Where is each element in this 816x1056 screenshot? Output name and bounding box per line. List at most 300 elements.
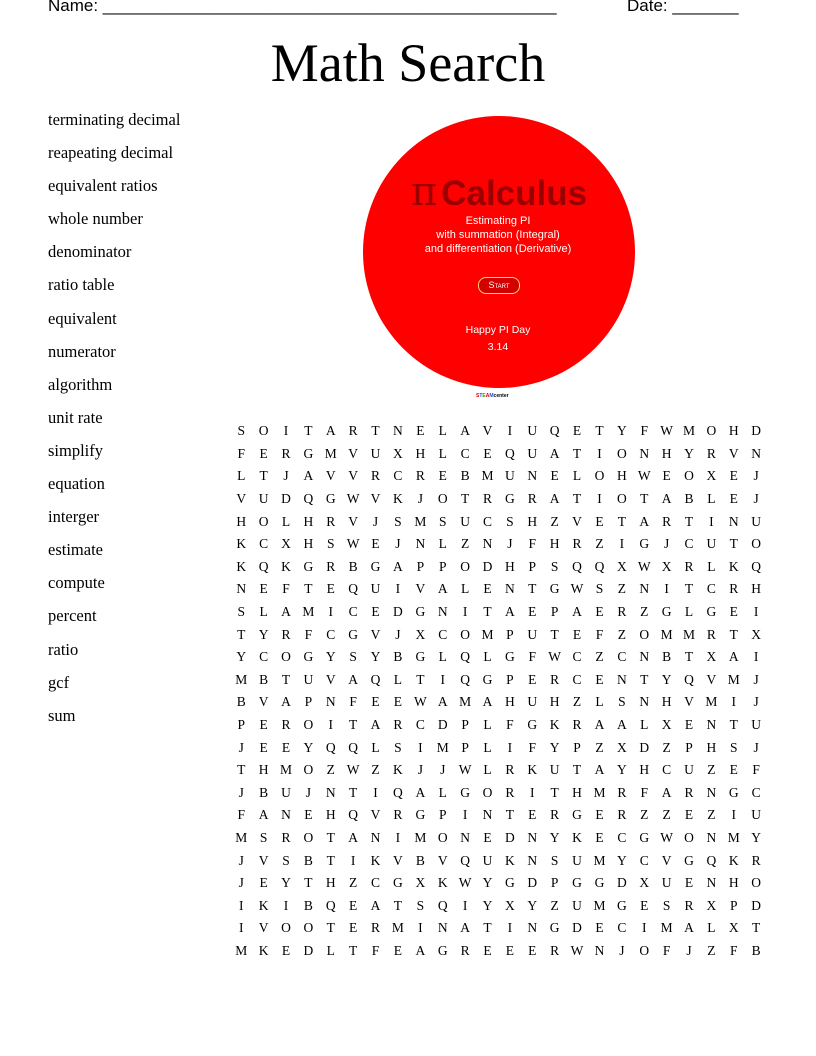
grid-letter: J <box>753 671 759 687</box>
grid-letter: F <box>528 649 537 665</box>
grid-letter: N <box>482 807 493 823</box>
grid-letter: N <box>706 875 717 891</box>
word-list-item: unit rate <box>48 407 103 427</box>
grid-letter: D <box>527 875 538 891</box>
grid-letter: X <box>281 536 291 552</box>
grid-letter: Z <box>617 581 626 597</box>
grid-letter: I <box>507 739 513 755</box>
grid-letter: V <box>258 920 269 936</box>
graphic-title-text: Calculus <box>441 174 588 213</box>
grid-letter: I <box>753 604 759 620</box>
grid-letter: A <box>639 513 650 529</box>
grid-letter: Q <box>437 897 448 913</box>
grid-letter: C <box>639 852 649 868</box>
grid-letter: T <box>684 513 694 529</box>
grid-letter: R <box>505 762 515 778</box>
grid-letter: J <box>238 784 244 800</box>
grid-letter: V <box>482 423 493 439</box>
grid-letter: Y <box>527 897 538 913</box>
grid-letter: O <box>751 875 762 891</box>
grid-letter: I <box>395 829 401 845</box>
grid-letter: A <box>572 604 582 620</box>
grid-letter: Z <box>662 739 671 755</box>
grid-letter: Q <box>325 739 336 755</box>
grid-letter: R <box>393 717 403 733</box>
grid-letter: S <box>327 536 335 552</box>
grid-letter: T <box>550 626 559 642</box>
grid-letter: B <box>662 649 672 665</box>
grid-letter: I <box>328 717 333 733</box>
grid-letter: R <box>281 717 291 733</box>
grid-letter: T <box>259 468 268 484</box>
grid-letter: K <box>728 558 739 574</box>
grid-letter: A <box>661 784 672 800</box>
grid-letter: P <box>730 897 738 913</box>
grid-letter: C <box>751 784 761 800</box>
grid-letter: H <box>303 536 314 552</box>
grid-letter: H <box>236 513 247 529</box>
grid-letter: O <box>639 942 650 958</box>
grid-letter: M <box>727 671 740 687</box>
grid-letter: E <box>595 807 604 823</box>
grid-letter: I <box>283 897 289 913</box>
grid-row <box>230 646 767 669</box>
grid-letter: J <box>283 468 289 484</box>
grid-letter: F <box>528 739 537 755</box>
grid-row <box>230 872 767 895</box>
grid-letter: W <box>413 694 427 710</box>
word-list-item: algorithm <box>48 374 113 394</box>
grid-letter: Y <box>549 829 560 845</box>
grid-letter: P <box>461 739 469 755</box>
grid-letter: R <box>281 626 291 642</box>
grid-letter: Z <box>707 762 716 778</box>
grid-letter: H <box>258 762 269 778</box>
grid-letter: K <box>728 852 739 868</box>
pi-icon: π <box>410 169 438 215</box>
grid-letter: Z <box>595 739 604 755</box>
grid-letter: E <box>259 739 268 755</box>
grid-letter: L <box>483 717 492 733</box>
grid-letter: A <box>437 581 448 597</box>
page-title: Math Search <box>270 33 546 93</box>
grid-letter: L <box>393 671 403 687</box>
grid-letter: I <box>731 694 737 710</box>
grid-letter: A <box>415 784 426 800</box>
grid-row <box>230 510 767 533</box>
word-list-item: denominator <box>48 242 132 262</box>
brand-logo: STEAMcenter <box>476 393 509 399</box>
grid-letter: O <box>616 491 627 507</box>
grid-letter: G <box>549 920 560 936</box>
grid-letter: S <box>237 604 245 620</box>
grid-letter: I <box>507 920 513 936</box>
grid-letter: Y <box>281 875 291 891</box>
grid-letter: D <box>281 491 291 507</box>
grid-letter: E <box>729 468 738 484</box>
grid-letter: J <box>238 852 244 868</box>
grid-letter: S <box>550 852 559 868</box>
grid-letter: R <box>729 581 739 597</box>
grid-letter: R <box>460 942 470 958</box>
grid-letter: X <box>415 626 426 642</box>
grid-letter: U <box>572 852 582 868</box>
grid-row <box>230 488 767 511</box>
grid-letter: B <box>393 649 403 665</box>
graphic-footer <box>363 322 633 356</box>
graphic-title <box>363 169 635 215</box>
grid-letter: W <box>458 762 472 778</box>
grid-letter: K <box>505 852 515 868</box>
grid-letter: X <box>706 468 717 484</box>
grid-letter: R <box>751 852 761 868</box>
graphic-subtitle-line: Estimating PI <box>465 215 531 227</box>
grid-letter: G <box>594 875 605 891</box>
grid-letter: R <box>617 784 627 800</box>
grid-letter: R <box>527 491 537 507</box>
grid-letter: F <box>349 694 357 710</box>
grid-letter: R <box>684 784 694 800</box>
grid-letter: D <box>482 558 493 574</box>
grid-letter: X <box>505 897 515 913</box>
grid-letter: V <box>437 852 448 868</box>
grid-letter: N <box>482 536 493 552</box>
grid-letter: E <box>483 581 492 597</box>
grid-letter: J <box>619 942 625 958</box>
grid-letter: L <box>438 536 447 552</box>
grid-letter: R <box>371 920 381 936</box>
grid-letter: O <box>684 468 694 484</box>
grid-row <box>230 736 767 759</box>
grid-letter: G <box>303 445 314 461</box>
grid-letter: S <box>259 829 268 845</box>
grid-letter: E <box>729 604 738 620</box>
grid-letter: J <box>417 491 423 507</box>
grid-letter: T <box>393 897 403 913</box>
grid-letter: P <box>550 604 559 620</box>
grid-letter: B <box>303 852 313 868</box>
grid-letter: Q <box>325 897 336 913</box>
grid-letter: R <box>572 717 582 733</box>
grid-letter: V <box>370 807 381 823</box>
grid-letter: G <box>393 875 403 891</box>
grid-letter: Y <box>482 875 493 891</box>
grid-letter: R <box>706 445 716 461</box>
grid-letter: M <box>414 513 427 529</box>
grid-letter: E <box>393 694 403 710</box>
grid-letter: E <box>505 942 514 958</box>
grid-letter: G <box>415 807 426 823</box>
grid-letter: S <box>394 739 402 755</box>
grid-letter: A <box>684 920 694 936</box>
grid-letter: T <box>617 513 626 529</box>
grid-letter: I <box>238 897 244 913</box>
grid-letter: M <box>705 694 718 710</box>
grid-letter: E <box>281 942 291 958</box>
grid-letter: F <box>528 536 537 552</box>
grid-letter: U <box>482 852 493 868</box>
date-field-label: Date: _______ <box>627 0 739 15</box>
grid-letter: A <box>325 423 336 439</box>
grid-letter: R <box>662 513 672 529</box>
grid-letter: F <box>371 942 380 958</box>
grid-letter: O <box>639 626 650 642</box>
grid-letter: M <box>660 626 673 642</box>
grid-letter: U <box>370 581 381 597</box>
grid-letter: V <box>370 626 381 642</box>
grid-letter: K <box>437 875 448 891</box>
grid-letter: L <box>707 920 716 936</box>
name-field-label: Name: ________________________________________________ <box>48 0 557 15</box>
grid-letter: I <box>731 807 737 823</box>
grid-letter: M <box>235 671 248 687</box>
grid-letter: T <box>572 445 582 461</box>
grid-letter: L <box>572 468 582 484</box>
grid-row <box>230 465 767 488</box>
grid-letter: A <box>370 717 381 733</box>
grid-letter: O <box>437 829 448 845</box>
word-list-item: sum <box>48 705 76 725</box>
grid-letter: P <box>416 558 425 574</box>
grid-letter: H <box>505 558 515 574</box>
grid-letter: W <box>637 468 651 484</box>
grid-letter: U <box>572 897 582 913</box>
grid-letter: Z <box>326 762 335 778</box>
grid-letter: G <box>325 491 336 507</box>
grid-letter: G <box>348 626 359 642</box>
grid-letter: Z <box>707 807 716 823</box>
grid-letter: N <box>527 829 538 845</box>
grid-letter: T <box>371 423 380 439</box>
grid-letter: F <box>752 762 760 778</box>
grid-letter: E <box>416 423 425 439</box>
grid-letter: P <box>461 717 469 733</box>
grid-letter: A <box>281 694 291 710</box>
grid-letter: G <box>505 649 515 665</box>
grid-letter: A <box>258 807 269 823</box>
grid-letter: Q <box>684 671 694 687</box>
grid-letter: B <box>751 942 761 958</box>
grid-letter: B <box>236 694 246 710</box>
grid-letter: T <box>572 762 582 778</box>
grid-letter: Y <box>684 445 694 461</box>
word-list-item: ratio table <box>48 275 115 295</box>
grid-letter: V <box>370 491 381 507</box>
grid-letter: K <box>527 762 538 778</box>
grid-letter: E <box>371 694 380 710</box>
grid-letter: J <box>305 784 311 800</box>
grid-letter: L <box>707 558 716 574</box>
grid-letter: V <box>348 513 359 529</box>
grid-letter: X <box>751 626 762 642</box>
grid-letter: K <box>236 558 247 574</box>
grid-letter: S <box>506 513 514 529</box>
grid-letter: E <box>483 829 492 845</box>
grid-letter: N <box>393 423 403 439</box>
grid-letter: G <box>572 807 582 823</box>
grid-row <box>230 714 767 737</box>
grid-letter: I <box>350 852 356 868</box>
grid-letter: S <box>237 423 245 439</box>
grid-letter: E <box>729 762 738 778</box>
grid-letter: A <box>661 491 672 507</box>
grid-letter: E <box>259 717 268 733</box>
grid-row <box>230 759 767 782</box>
grid-letter: X <box>639 875 650 891</box>
grid-letter: G <box>415 604 426 620</box>
grid-letter: P <box>304 694 313 710</box>
grid-letter: E <box>438 468 447 484</box>
word-list-item: estimate <box>48 540 103 560</box>
grid-letter: T <box>684 649 694 665</box>
grid-letter: D <box>751 423 762 439</box>
grid-letter: A <box>348 829 359 845</box>
grid-letter: I <box>418 739 423 755</box>
grid-letter: E <box>371 604 380 620</box>
grid-letter: D <box>639 739 650 755</box>
grid-letter: K <box>393 491 403 507</box>
grid-letter: M <box>459 694 472 710</box>
graphic-subtitle-line: and differentiation (Derivative) <box>424 243 572 255</box>
grid-letter: V <box>258 694 269 710</box>
grid-letter: G <box>415 649 426 665</box>
grid-letter: N <box>616 671 627 687</box>
grid-letter: E <box>595 829 604 845</box>
grid-letter: Y <box>482 897 493 913</box>
grid-letter: Y <box>616 423 627 439</box>
grid-letter: R <box>326 513 336 529</box>
grid-letter: F <box>640 784 648 800</box>
grid-letter: R <box>617 807 627 823</box>
grid-letter: T <box>237 626 246 642</box>
grid-letter: H <box>661 445 672 461</box>
grid-letter: C <box>482 513 492 529</box>
grid-letter: S <box>349 649 357 665</box>
grid-letter: Y <box>616 852 627 868</box>
grid-letter: E <box>684 807 694 823</box>
word-list-item: reapeating decimal <box>48 143 174 163</box>
grid-letter: T <box>237 762 246 778</box>
grid-letter: O <box>460 626 470 642</box>
grid-letter: V <box>325 671 336 687</box>
grid-row <box>230 849 767 872</box>
grid-letter: A <box>348 671 359 687</box>
grid-letter: G <box>505 875 515 891</box>
grid-letter: P <box>237 717 245 733</box>
grid-letter: D <box>616 875 627 891</box>
grid-letter: A <box>437 694 448 710</box>
word-list-item: equation <box>48 474 105 494</box>
grid-letter: F <box>237 807 245 823</box>
grid-letter: J <box>238 739 244 755</box>
grid-letter: T <box>326 920 335 936</box>
grid-letter: V <box>236 491 247 507</box>
grid-letter: P <box>528 558 537 574</box>
grid-letter: R <box>684 558 694 574</box>
grid-letter: E <box>662 468 671 484</box>
grid-row <box>230 578 767 601</box>
grid-letter: K <box>258 942 269 958</box>
grid-letter: B <box>259 784 269 800</box>
grid-letter: R <box>415 468 425 484</box>
grid-letter: H <box>527 513 538 529</box>
grid-letter: N <box>728 513 739 529</box>
grid-letter: J <box>395 536 401 552</box>
grid-letter: A <box>393 558 403 574</box>
grid-letter: T <box>528 581 537 597</box>
grid-letter: N <box>527 468 538 484</box>
grid-letter: V <box>684 694 694 710</box>
grid-letter: I <box>641 920 647 936</box>
grid-letter: J <box>238 875 244 891</box>
grid-letter: N <box>505 581 515 597</box>
grid-letter: Q <box>348 581 359 597</box>
grid-letter: O <box>303 920 314 936</box>
grid-letter: J <box>753 739 759 755</box>
grid-letter: N <box>527 920 538 936</box>
grid-letter: I <box>328 604 333 620</box>
grid-letter: R <box>684 897 694 913</box>
grid-letter: V <box>393 852 403 868</box>
grid-letter: J <box>753 694 759 710</box>
grid-letter: E <box>259 581 268 597</box>
grid-letter: D <box>572 920 582 936</box>
pi-day-graphic <box>363 116 635 388</box>
grid-letter: B <box>415 852 425 868</box>
grid-letter: K <box>370 852 381 868</box>
grid-letter: H <box>728 875 739 891</box>
grid-letter: S <box>618 694 626 710</box>
grid-letter: I <box>597 445 602 461</box>
grid-letter: I <box>709 513 714 529</box>
grid-letter: T <box>349 717 358 733</box>
grid-letter: R <box>482 491 492 507</box>
grid-letter: A <box>370 897 381 913</box>
grid-letter: G <box>482 671 493 687</box>
grid-letter: W <box>458 875 472 891</box>
grid-letter: M <box>593 897 606 913</box>
grid-letter: H <box>325 807 336 823</box>
grid-letter: N <box>639 694 650 710</box>
grid-letter: C <box>438 626 448 642</box>
grid-letter: L <box>684 604 694 620</box>
grid-letter: U <box>527 694 538 710</box>
grid-letter: N <box>639 649 650 665</box>
grid-letter: D <box>505 829 515 845</box>
grid-letter: K <box>549 717 560 733</box>
grid-letter: E <box>595 671 604 687</box>
grid-letter: T <box>595 423 604 439</box>
grid-letter: Y <box>549 739 560 755</box>
grid-letter: W <box>346 762 360 778</box>
grid-letter: F <box>237 445 245 461</box>
grid-letter: U <box>527 626 538 642</box>
grid-letter: T <box>752 920 761 936</box>
grid-letter: K <box>258 897 269 913</box>
grid-letter: E <box>684 875 694 891</box>
grid-letter: G <box>527 717 538 733</box>
grid-letter: O <box>437 491 448 507</box>
grid-letter: S <box>416 897 425 913</box>
grid-letter: T <box>460 491 470 507</box>
grid-letter: G <box>728 784 739 800</box>
grid-letter: Y <box>616 762 627 778</box>
grid-letter: Z <box>662 807 671 823</box>
grid-letter: Q <box>549 423 560 439</box>
grid-letter: U <box>303 671 314 687</box>
grid-letter: E <box>572 626 582 642</box>
start-button[interactable]: Start <box>478 277 520 294</box>
